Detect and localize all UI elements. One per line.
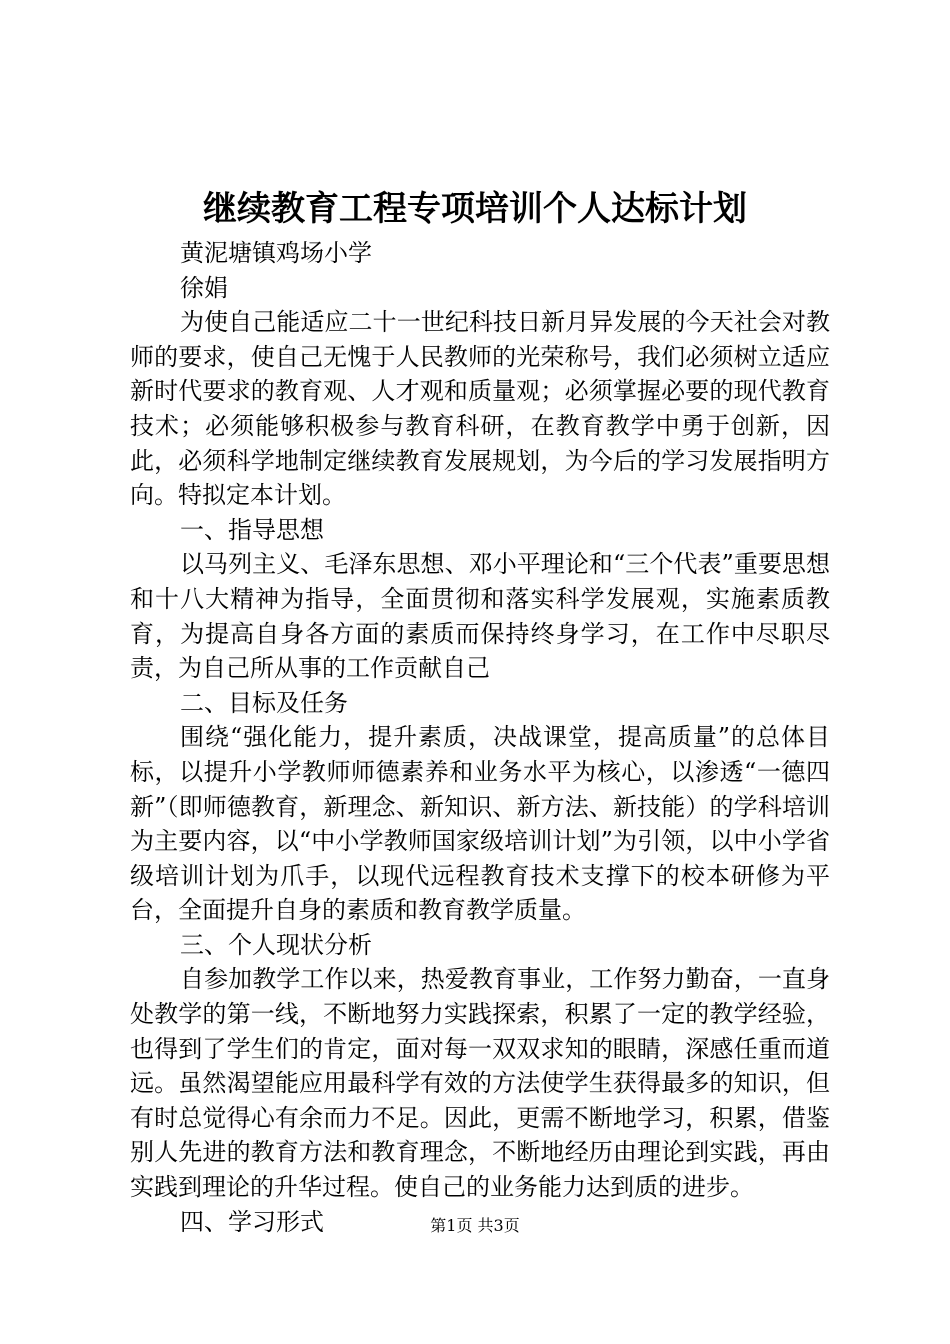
document-title: 继续教育工程专项培训个人达标计划 xyxy=(203,189,747,229)
paragraph-status-analysis: 自参加教学工作以来，热爱教育事业，工作努力勤奋，一直身处教学的第一线，不断地努力实践探索，积累了一定的教学经验，也得到了学生们的肯定，面对每一双双求知的眼睛，深感任重而道远。虽然渴望能应用最科学有效的方法使学生获得最多的知识，但有时总觉得心有余而力不足。因此，更需不断地学习，积累，借鉴别人先进的教育方法和教育理念，不断地经历由理论到实践，再由实践到理论的升华过程。使自己的业务能力达到质的进步。 xyxy=(130,965,830,1202)
school-name: 黄泥塘镇鸡场小学 xyxy=(180,239,372,267)
section-heading-goals-tasks: 二、目标及任务 xyxy=(180,688,348,717)
author-name: 徐娟 xyxy=(180,273,228,302)
section-heading-guiding-ideology: 一、指导思想 xyxy=(180,515,324,544)
section-heading-status-analysis: 三、个人现状分析 xyxy=(180,930,372,959)
paragraph-intro: 为使自己能适应二十一世纪科技日新月异发展的今天社会对教师的要求，使自己无愧于人民教师的光荣称号，我们必须树立适应新时代要求的教育观、人才观和质量观；必须掌握必要的现代教育技术；必须能够积极参与教育科研，在教育教学中勇于创新，因此，必须科学地制定继续教育发展规划，为今后的学习发展指明方向。特拟定本计划。 xyxy=(130,308,830,510)
document-body xyxy=(130,236,830,1239)
page-number: 第1页 共3页 xyxy=(430,1216,520,1235)
paragraph-guiding-ideology: 以马列主义、毛泽东思想、邓小平理论和“三个代表”重要思想和十八大精神为指导，全面贯彻和落实科学发展观，实施素质教育，为提高自身各方面的素质而保持终身学习，在工作中尽职尽责，为自己所从事的工作贡献自己 xyxy=(130,550,830,683)
section-heading-learning-form: 四、学习形式 xyxy=(180,1207,324,1236)
paragraph-goals-tasks: 围绕“强化能力，提升素质，决战课堂，提高质量”的总体目标，以提升小学教师师德素养和业务水平为核心，以渗透“一德四新”（即师德教育，新理念、新知识、新方法、新技能）的学科培训为主要内容，以“中小学教师国家级培训计划”为引领，以中小学省级培训计划为爪手，以现代远程教育技术支撑下的校本研修为平台，全面提升自身的素质和教育教学质量。 xyxy=(130,723,830,925)
